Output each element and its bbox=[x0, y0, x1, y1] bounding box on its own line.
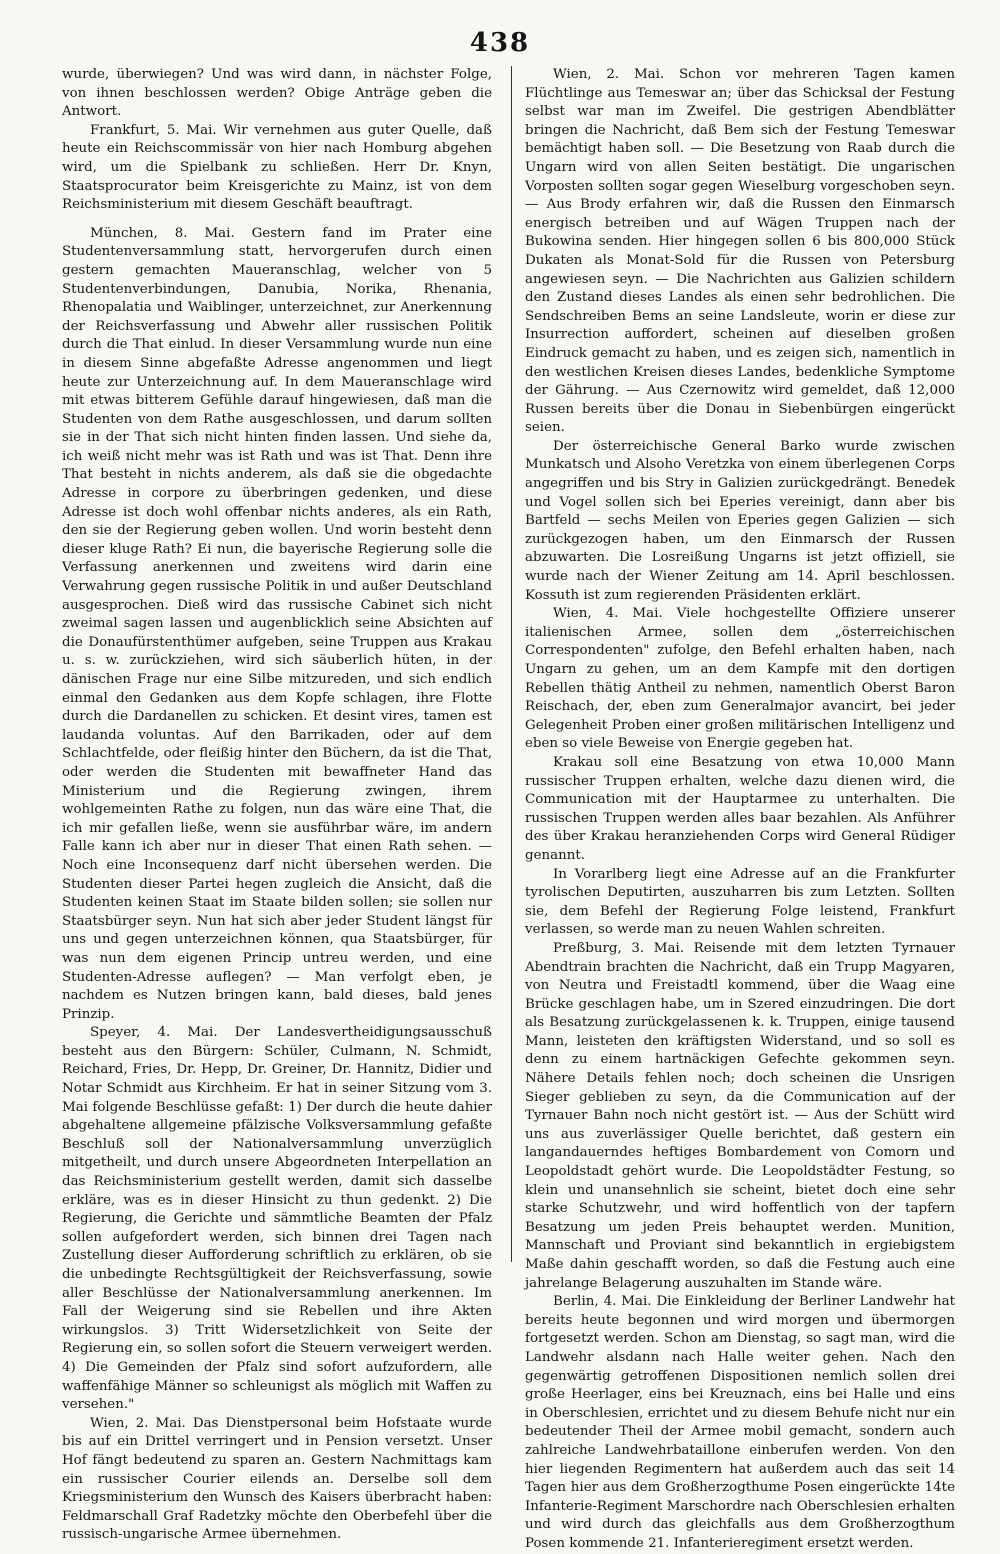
right-column bbox=[525, 66, 955, 1551]
article-wien-temeswar: Wien, 2. Mai. Schon vor mehreren Tagen kamen Flüchtlinge aus Temeswar an; über das Schicksal der Festung selbst war man im Zweifel. Die gestrigen Abendblätter bringen die Nachricht, daß Bem sich der Festung Temeswar bemächtigt haben soll. — Die Besetzung von Raab durch die Ungarn wird von allen Seiten bestätigt. Die ungarischen Vorposten sollten sogar gegen Wieselburg vorgeschoben seyn. — Aus Brody erfahren wir, daß die Russen den Einmarsch energisch betreiben und auf Wägen Truppen nach der Bukowina senden. Hier hingegen sollen 6 bis 800,000 Stück Dukaten als Monat-Sold für die Russen von Petersburg angewiesen seyn. — Die Nachrichten aus Galizien schildern den Zustand dieses Landes als einen sehr bedrohlichen. Die Sendschreiben Bems an seine Landsleute, worin er diese zur Insurrection auffordert, scheinen auf dieselben großen Eindruck gemacht zu haben, und es zeigen sich, namentlich in den westlichen Kreisen dieses Landes, bedenkliche Symptome der Gährung. — Aus Czernowitz wird gemeldet, daß 12,000 Russen bereits über die Donau in Siebenbürgen eingerückt seien. bbox=[525, 67, 955, 436]
article-paragraph: wurde, überwiegen? Und was wird dann, in nächster Folge, von ihnen beschlossen werden? Obige Anträge geben die Antwort. bbox=[62, 67, 492, 120]
article-barko: Der österreichische General Barko wurde zwischen Munkatsch und Alsoho Veretzka von einem überlegenen Corps angegriffen und bis Stry in Galizien zurückgedrängt. Benedek und Vogel sollen sich bei Eperies vereinigt, dann aber bis Bartfeld — sechs Meilen von Eperies gegen Galizien — sich zurückgezogen haben, um den Einmarsch der Russen abzuwarten. Die Losreißung Ungarns ist jetzt offiziell, sie wurde nach der Wiener Zeitung am 14. April beschlossen. Kossuth ist zum regierenden Präsidenten erklärt. bbox=[525, 438, 955, 603]
left-column bbox=[62, 66, 492, 1543]
article-frankfurt: Frankfurt, 5. Mai. Wir vernehmen aus guter Quelle, daß heute ein Reichscommissär von hier nach Homburg abgehen wird, um die Spielbank zu schließen. Herr Dr. Knyn, Staatsprocurator beim Kreisgerichte zu Mainz, ist von dem Reichsministerium mit diesem Geschäft beauftragt. bbox=[62, 122, 492, 213]
article-speyer: Speyer, 4. Mai. Der Landesvertheidigungsausschuß besteht aus den Bürgern: Schüler, Culmann, N. Schmidt, Reichard, Fries, Dr. Hepp, Dr. Greiner, Dr. Hannitz, Didier und Notar Schmidt aus Kirchheim. Er hat in seiner Sitzung vom 3. Mai folgende Beschlüsse gefaßt: 1) Der durch die heute dahier abgehaltene allgemeine pfälzische Volksversammlung gefaßte Beschluß soll der Nationalversammlung unverzüglich mitgetheilt, und durch unsere Abgeordneten Interpellation an das Reichsministerium gestellt werden, damit sich dasselbe erkläre, was es in dieser Hinsicht zu thun gedenkt. 2) Die Regierung, die Gerichte und sämmtliche Beamten der Pfalz sollen aufgefordert werden, sich binnen drei Tagen nach Zustellung dieser Aufforderung schriftlich zu erklären, ob sie die unbedingte Rechtsgültigkeit der Reichsverfassung, sowie aller Beschlüsse der Nationalversammlung anerkennen. Im Fall der Weigerung sind sie Rebellen und ihre Akten wirkungslos. 3) Tritt Widersetzlichkeit von Seite der Regierung ein, so sollen sofort die Steuern verweigert werden. 4) Die Gemeinden der Pfalz sind sofort aufzufordern, alle waffenfähige Männer so schleunigst als möglich mit Waffen zu versehen." bbox=[62, 1025, 492, 1413]
article-krakau: Krakau soll eine Besatzung von etwa 10,000 Mann russischer Truppen erhalten, welche dazu dienen wird, die Communication mit der Hauptarmee zu unterhalten. Die russischen Truppen werden alles baar bezahlen. Als Anführer des über Krakau heranziehenden Corps wird General Rüdiger genannt. bbox=[525, 754, 955, 863]
article-muenchen: München, 8. Mai. Gestern fand im Prater eine Studentenversammlung statt, hervorgerufen durch einen gestern gemachten Maueranschlag, welcher von 5 Studentenverbindungen, Danubia, Norika, Rhenania, Rhenopalatia und Waiblinger, unterzeichnet, zur Anerkennung der Reichsverfassung und Abwehr aller russischen Politik durch die That einlud. In dieser Versammlung wurde nun eine in diesem Sinne abgefaßte Adresse angenommen und liegt heute zur Unterzeichnung auf. In dem Maueranschlage wird mit etwas bitterem Gefühle darauf hingewiesen, daß man die Studenten von dem Rathe ausgeschlossen, und darum sollten sie in der That sich nicht hinten finden lassen. Und siehe da, ich weiß nicht mehr was ist Rath und was ist That. Denn ihre That besteht in nichts anderem, als daß sie die obgedachte Adresse in corpore zu überbringen gedenken, und diese Adresse ist doch wohl offenbar nichts anderes, als ein Rath, den sie der Regierung geben wollen. Und worin besteht denn dieser kluge Rath? Ei nun, die bayerische Regierung solle die Verfassung anerkennen und zweitens wird darin eine Verwahrung gegen russische Politik in und außer Deutschland ausgesprochen. Dieß wird das russische Cabinet sich nicht zweimal sagen lassen und augenblicklich seine Absichten auf die Donaufürstenthümer aufgeben, seine Truppen aus Krakau u. s. w. zurückziehen, wird sich säuberlich hüten, in der dänischen Frage nur eine Silbe mitzureden, und sich endlich einmal den Gedanken aus dem Kopfe schlagen, ihre Flotte durch die Dardanellen zu schicken. Et desint vires, tamen est laudanda voluntas. Auf den Barrikaden, oder auf dem Schlachtfelde, oder fleißig hinter den Büchern, da ist die That, oder werden die Studenten mit bewaffneter Hand das Ministerium und die Regierung zwingen, ihrem wohlgemeinten Rathe zu folgen, nun das wäre eine That, die ich mir gefallen ließe, wenn sie ausführbar wäre, im andern Falle kann ich aber nur in dieser That einen Rath sehen. — Noch eine Inconsequenz darf nicht übersehen werden. Die Studenten dieser Partei hegen zugleich die Ansicht, daß die Studenten keinen Staat im Staate bilden sollen; sie sollen nur Staatsbürger seyn. Nun hat sich aber jeder Student längst für uns und gegen unterzeichnen können, qua Staatsbürger, für was nun dem eigenen Princip untreu werden, und eine Studenten-Adresse auflegen? — Man verfolgt eben, je nachdem es Nutzen bringen kann, bald dieses, bald jenes Prinzip. bbox=[62, 225, 492, 1022]
article-berlin: Berlin, 4. Mai. Die Einkleidung der Berliner Landwehr hat bereits heute begonnen und wird morgen und übermorgen fortgesetzt werden. Schon am Dienstag, so sagt man, wird die Landwehr alsdann nach Halle weiter gehen. Nach den gegenwärtig getroffenen Dispositionen nemlich sollen drei große Heerlager, eins bei Kreuznach, eins bei Halle und eins in Oberschlesien, errichtet und zu diesem Behufe nicht nur ein bedeutender Theil der Armee mobil gemacht, sondern auch zahlreiche Landwehrbataillone einberufen werden. Von den hier liegenden Regimentern hat außerdem auch das seit 14 Tagen hier aus dem Großherzogthume Posen eingerückte 14te Infanterie-Regiment Marschordre nach Oberschlesien erhalten und wird durch das gleichfalls aus dem Großherzogthum Posen kommende 21. Infanterieregiment ersetzt werden. bbox=[525, 1294, 955, 1551]
page-number: 438 bbox=[469, 28, 531, 58]
article-wien-hofstaat: Wien, 2. Mai. Das Dienstpersonal beim Hofstaate wurde bis auf ein Drittel verringert und in Pension versetzt. Unser Hof fängt bedeutend zu sparen an. Gestern Nachmittags kam ein russischer Courier eilends an. Derselbe soll dem Kriegsministerium den Wunsch des Kaisers überbracht haben: Feldmarschall Graf Radetzky möchte den Oberbefehl über die russisch-ungarische Armee übernehmen. bbox=[62, 1415, 492, 1543]
column-divider bbox=[511, 66, 512, 1262]
article-wien-offiziere: Wien, 4. Mai. Viele hochgestellte Offiziere unserer italienischen Armee, sollen dem „österreichischen Correspondenten" zufolge, den Befehl erhalten haben, nach Ungarn zu gehen, um an dem Kampfe mit den dortigen Rebellen thätig Antheil zu nehmen, namentlich Oberst Baron Reischach, der, eben zum Generalmajor avancirt, bei jeder Gelegenheit Proben einer großen militärischen Intelligenz und eben so viele Beweise von Energie gegeben hat. bbox=[525, 606, 955, 752]
article-vorarlberg: In Vorarlberg liegt eine Adresse auf an die Frankfurter tyrolischen Deputirten, auszuharren bis zum Letzten. Sollten sie, dem Befehl der Regierung Folge leistend, Frankfurt verlassen, so werde man zu neuen Wahlen schreiten. bbox=[525, 866, 955, 938]
article-pressburg: Preßburg, 3. Mai. Reisende mit dem letzten Tyrnauer Abendtrain brachten die Nachricht, daß ein Trupp Magyaren, von Neutra und Freistadtl kommend, über die Waag eine Brücke geschlagen habe, um in Szered einzudringen. Die dort als Besatzung zurückgelassenen k. k. Truppen, einige tausend Mann, leisteten den kräftigsten Widerstand, und so soll es denn zu einem hartnäckigen Gefechte gekommen seyn. Nähere Details fehlen noch; doch scheinen die Unsrigen Sieger geblieben zu seyn, da die Communication auf der Tyrnauer Bahn noch nicht gestört ist. — Aus der Schütt wird uns aus zuverlässiger Quelle berichtet, daß gestern ein langandauerndes heftiges Bombardement von Comorn und Leopoldstadt gehört wurde. Die Leopoldstädter Festung, so klein und unansehnlich sie scheint, bietet doch eine sehr starke Schutzwehr, und wird hoffentlich von der tapfern Besatzung um jeden Preis behauptet werden. Munition, Mannschaft und Proviant sind bekanntlich in ergiebigstem Maße dahin geschafft worden, so daß die Festung auch eine jahrelange Belagerung auszuhalten im Stande wäre. bbox=[525, 940, 955, 1291]
